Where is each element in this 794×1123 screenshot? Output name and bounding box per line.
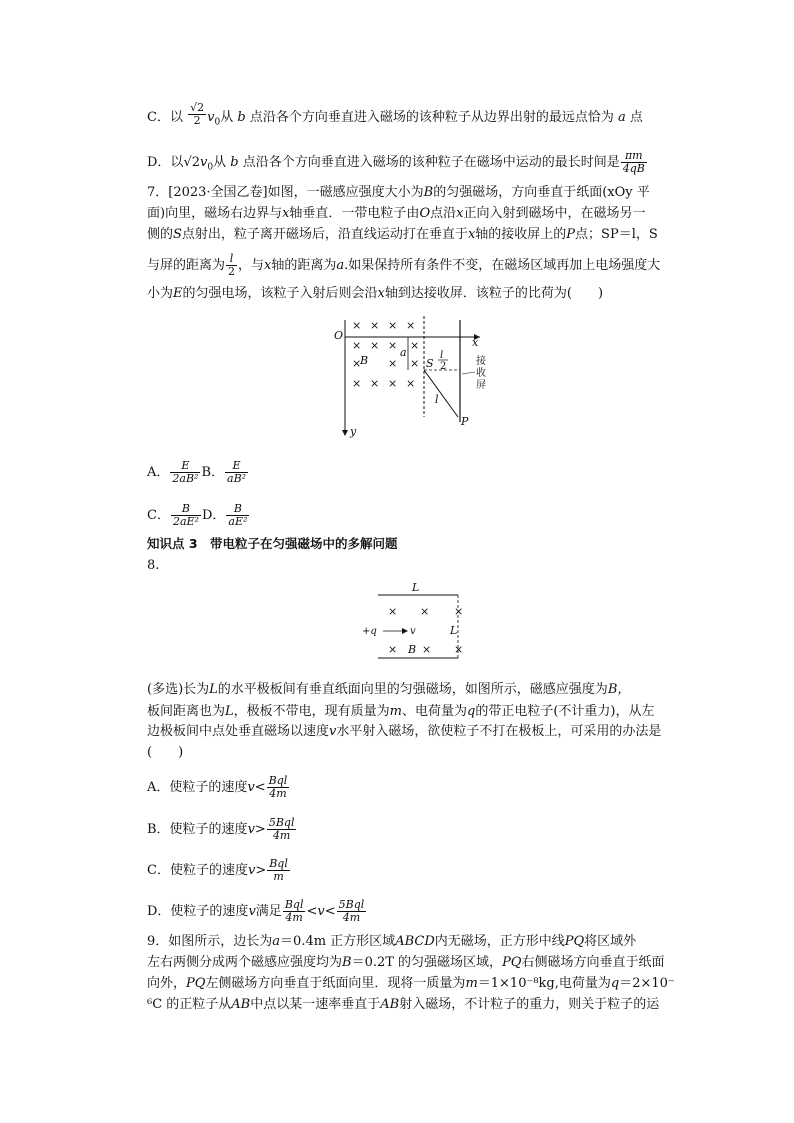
cross-mark: × xyxy=(454,605,464,618)
fraction: $\frac{B}{\text{aE²}}$ xyxy=(228,502,248,528)
fig-b-label: B xyxy=(408,643,417,656)
cross-mark: × xyxy=(406,377,416,390)
q9-line-1: 9．如图所示，边长为a＝0.4m 正方形区域ABCD内无磁场，正方形中线PQ将区域外 xyxy=(147,934,637,949)
cross-mark: × xyxy=(406,319,416,332)
fig-l-top-label: L xyxy=(412,581,420,594)
cross-mark: × xyxy=(388,319,398,332)
fraction: $\frac{√2}{2}$ xyxy=(190,101,205,127)
fig-screen-label-1: 接 xyxy=(476,356,486,367)
q8-option-b: B．使粒子的速度v> $\frac{\text{5Bql}}{4m}$ xyxy=(147,816,295,842)
fraction: $\frac{\text{Bql}}{4m}$ xyxy=(284,898,304,924)
q7-line-3: 侧的S点射出，粒子离开磁场后，沿直线运动打在垂直于x轴的接收屏上的P点；SP＝l，S xyxy=(147,227,658,242)
q7-line-5: 小为E的匀强电场，该粒子入射后则会沿x轴到达接收屏．该粒子的比荷为( ) xyxy=(147,286,604,301)
cross-mark: × xyxy=(370,339,380,352)
cross-mark: × xyxy=(410,339,420,352)
cross-mark: × xyxy=(422,643,432,656)
cross-mark: × xyxy=(352,319,362,332)
q6-option-d: D．以$√2v_0$从 b 点沿各个方向垂直进入磁场的该种粒子在磁场中运动的最长时间是 $\frac{\pi m}{4qB}$ xyxy=(147,149,645,175)
q8-line-3: 边极板间中点处垂直磁场以速度v水平射入磁场，欲使粒子不打在极板上，可采用的办法是 xyxy=(147,724,662,739)
fraction: $\frac{E}{\text{2aB²}}$ xyxy=(172,459,199,485)
q9-line-4: ⁶C 的正粒子从AB中点以某一速率垂直于AB射入磁场，不计粒子的重力，则关于粒子的运 xyxy=(147,997,660,1012)
fig-screen-label-2: 收 xyxy=(476,368,486,379)
knowledge-point-heading: 知识点 3 带电粒子在匀强磁场中的多解问题 xyxy=(147,536,398,551)
q8-line-4: ( ) xyxy=(147,745,184,760)
q9-line-2: 左右两侧分成两个磁感应强度均为B＝0.2T 的匀强磁场区域，PQ右侧磁场方向垂直于纸面 xyxy=(147,955,665,970)
fraction: $\frac{\pi m}{4qB}$ xyxy=(622,149,645,175)
fig-l-label: l xyxy=(435,393,439,406)
q8-figure xyxy=(360,578,470,670)
q6-option-c: C．以 $\frac{√2}{2}$ $v_0$从 b 点沿各个方向垂直进入磁场的该种粒子从边界出射的最远点恰为 a 点 xyxy=(147,101,643,128)
cross-mark: × xyxy=(388,339,398,352)
cross-mark: × xyxy=(388,377,398,390)
fraction: $\frac{\text{5Bql}}{4m}$ xyxy=(338,898,365,924)
q8-line-1: (多选)长为L的水平极板间有垂直纸面向里的匀强磁场，如图所示，磁感应强度为B， xyxy=(147,682,631,697)
fraction: $\frac{E}{\text{aB²}}$ xyxy=(227,459,247,485)
q7-line-4: 与屏的距离为 $\frac{l}{2}$ ，与x轴的距离为a.如果保持所有条件不变，在磁场区域再加上电场强度大 xyxy=(147,252,661,278)
cross-mark: × xyxy=(370,319,380,332)
q8-number: 8. xyxy=(147,558,160,573)
q7-options-cd: C． $\frac{B}{\text{2aE²}}$ D． $\frac{B}{\text{aE²}}$ xyxy=(147,502,248,528)
fig-p-label: P xyxy=(461,415,469,428)
q9-line-3: 向外，PQ左侧磁场方向垂直于纸面向里．现将一质量为m＝1×10⁻⁸kg,电荷量为q＝2×10⁻ xyxy=(147,976,675,991)
cross-mark: × xyxy=(352,357,362,370)
fig-x-axis-label: x xyxy=(472,336,479,349)
fig-a-label: a xyxy=(400,346,407,359)
cross-mark: × xyxy=(370,377,380,390)
cross-mark: × xyxy=(454,643,464,656)
q8-option-d: D．使粒子的速度v满足 $\frac{\text{Bql}}{4m}$ <v< $\frac{\text{5Bql}}{4m}$ xyxy=(147,898,365,924)
cross-mark: × xyxy=(352,339,362,352)
q7-options-ab: A． $\frac{E}{\text{2aB²}}$ B． $\frac{E}{\text{aB²}}$ xyxy=(147,459,247,485)
cross-mark: × xyxy=(388,357,398,370)
q7-line-2: 面)向里，磁场右边界与x轴垂直．一带电粒子由O点沿x正向入射到磁场中，在磁场另一 xyxy=(147,206,646,221)
fig-l-right-label: L xyxy=(450,624,458,637)
q7-line-1: 7．[2023·全国乙卷]如图，一磁感应强度大小为B的匀强磁场，方向垂直于纸面(xOy 平 xyxy=(147,185,650,200)
fig-screen-label-3: 屏 xyxy=(476,380,486,391)
q8-option-c: C．使粒子的速度v> $\frac{\text{Bql}}{m}$ xyxy=(147,857,288,883)
q8-line-2: 板间距离也为L，极板不带电，现有质量为m、电荷量为q的带正电粒子(不计重力)，从左 xyxy=(147,704,655,719)
fig-y-axis-label: y xyxy=(350,425,357,438)
fig-l-num: l xyxy=(440,350,444,361)
q7-figure xyxy=(330,312,500,442)
fig-s-label: S xyxy=(426,357,434,370)
fig-charge-label: +q xyxy=(362,626,377,637)
fig-v-label: v xyxy=(410,626,416,637)
q8-option-a: A．使粒子的速度v< $\frac{\text{Bql}}{4m}$ xyxy=(147,774,288,800)
cross-mark: × xyxy=(410,357,420,370)
fraction: $\frac{\text{5Bql}}{4m}$ xyxy=(268,816,295,842)
fig-b-label: B xyxy=(360,354,369,367)
cross-mark: × xyxy=(352,377,362,390)
cross-mark: × xyxy=(420,605,430,618)
fig-origin-label: O xyxy=(334,329,344,342)
fraction: $\frac{\text{Bql}}{m}$ xyxy=(269,857,288,883)
cross-mark: × xyxy=(388,605,398,618)
fraction: $\frac{\text{Bql}}{4m}$ xyxy=(268,774,288,800)
fraction: $\frac{l}{2}$ xyxy=(228,252,236,278)
fraction: $\frac{B}{\text{2aE²}}$ xyxy=(172,502,199,528)
cross-mark: × xyxy=(388,643,398,656)
fig-l-den: 2 xyxy=(440,361,447,372)
